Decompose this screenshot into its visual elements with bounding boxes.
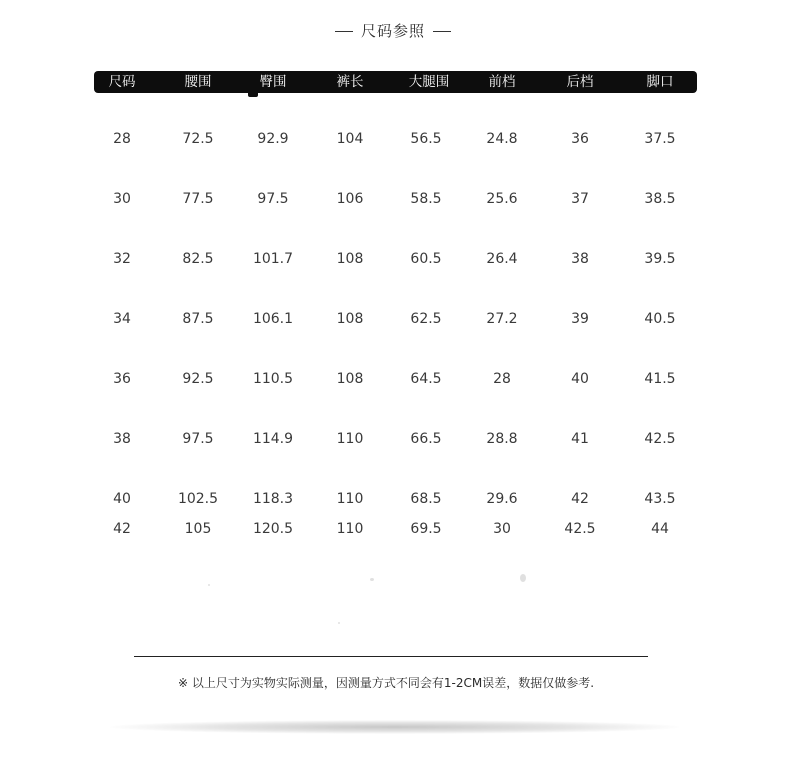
drop-shadow <box>110 720 680 734</box>
speck <box>370 578 374 581</box>
table-cell: 110 <box>336 521 364 537</box>
table-cell: 28 <box>113 131 131 147</box>
table-cell: 39 <box>571 311 589 327</box>
measurement-note: ※ 以上尺寸为实物实际测量，因测量方式不同会有1-2CM误差，数据仅做参考. <box>177 676 595 690</box>
table-cell: 38.5 <box>644 191 676 207</box>
table-cell: 114.9 <box>252 431 294 447</box>
table-cell: 110 <box>336 491 364 507</box>
header-back-rise: 后档 <box>566 74 594 90</box>
table-cell: 120.5 <box>252 521 294 537</box>
table-cell: 108 <box>336 251 364 267</box>
table-cell: 108 <box>336 371 364 387</box>
table-cell: 40 <box>113 491 131 507</box>
table-cell: 24.8 <box>486 131 518 147</box>
table-cell: 92.5 <box>182 371 214 387</box>
table-cell: 40 <box>571 371 589 387</box>
header-length: 裤长 <box>336 74 364 90</box>
table-cell: 101.7 <box>252 251 294 267</box>
table-cell: 106 <box>336 191 364 207</box>
speck <box>338 622 340 624</box>
table-cell: 30 <box>493 521 511 537</box>
table-cell: 38 <box>113 431 131 447</box>
table-cell: 97.5 <box>182 431 214 447</box>
table-cell: 69.5 <box>410 521 442 537</box>
page-title <box>0 20 786 41</box>
table-cell: 42.5 <box>564 521 596 537</box>
header-thigh: 大腿围 <box>408 74 450 90</box>
table-cell: 34 <box>113 311 131 327</box>
table-cell: 110 <box>336 431 364 447</box>
table-cell: 92.9 <box>257 131 289 147</box>
table-cell: 108 <box>336 311 364 327</box>
table-cell: 60.5 <box>410 251 442 267</box>
table-cell: 40.5 <box>644 311 676 327</box>
table-cell: 118.3 <box>252 491 294 507</box>
table-cell: 37.5 <box>644 131 676 147</box>
table-cell: 97.5 <box>257 191 289 207</box>
table-cell: 68.5 <box>410 491 442 507</box>
table-cell: 110.5 <box>252 371 294 387</box>
table-cell: 64.5 <box>410 371 442 387</box>
table-cell: 105 <box>184 521 212 537</box>
table-cell: 82.5 <box>182 251 214 267</box>
table-cell: 41 <box>571 431 589 447</box>
title-text: 尺码参照 <box>360 22 425 40</box>
table-header <box>94 71 697 93</box>
table-cell: 39.5 <box>644 251 676 267</box>
table-cell: 72.5 <box>182 131 214 147</box>
speck <box>208 584 210 586</box>
table-cell: 29.6 <box>486 491 518 507</box>
table-cell: 62.5 <box>410 311 442 327</box>
table-cell: 37 <box>571 191 589 207</box>
table-cell: 102.5 <box>177 491 219 507</box>
table-cell: 36 <box>571 131 589 147</box>
table-cell: 44 <box>651 521 669 537</box>
table-cell: 77.5 <box>182 191 214 207</box>
table-cell: 32 <box>113 251 131 267</box>
table-cell: 58.5 <box>410 191 442 207</box>
header-waist: 腰围 <box>184 74 212 90</box>
table-cell: 41.5 <box>644 371 676 387</box>
footer-divider <box>134 656 648 657</box>
header-size: 尺码 <box>108 74 136 90</box>
speck <box>520 574 526 582</box>
table-cell: 66.5 <box>410 431 442 447</box>
table-cell: 87.5 <box>182 311 214 327</box>
table-cell: 28 <box>493 371 511 387</box>
table-cell: 106.1 <box>252 311 294 327</box>
table-cell: 38 <box>571 251 589 267</box>
title-left-dash <box>335 31 353 32</box>
table-cell: 36 <box>113 371 131 387</box>
table-cell: 104 <box>336 131 364 147</box>
header-notch <box>248 93 258 97</box>
table-cell: 42.5 <box>644 431 676 447</box>
table-cell: 28.8 <box>486 431 518 447</box>
table-cell: 56.5 <box>410 131 442 147</box>
table-cell: 30 <box>113 191 131 207</box>
title-right-dash <box>433 31 451 32</box>
table-cell: 43.5 <box>644 491 676 507</box>
header-hip: 臀围 <box>259 74 287 90</box>
table-cell: 27.2 <box>486 311 518 327</box>
table-cell: 42 <box>113 521 131 537</box>
header-leg-opening: 脚口 <box>646 74 674 90</box>
header-front-rise: 前档 <box>488 74 516 90</box>
table-cell: 42 <box>571 491 589 507</box>
table-cell: 26.4 <box>486 251 518 267</box>
table-cell: 25.6 <box>486 191 518 207</box>
